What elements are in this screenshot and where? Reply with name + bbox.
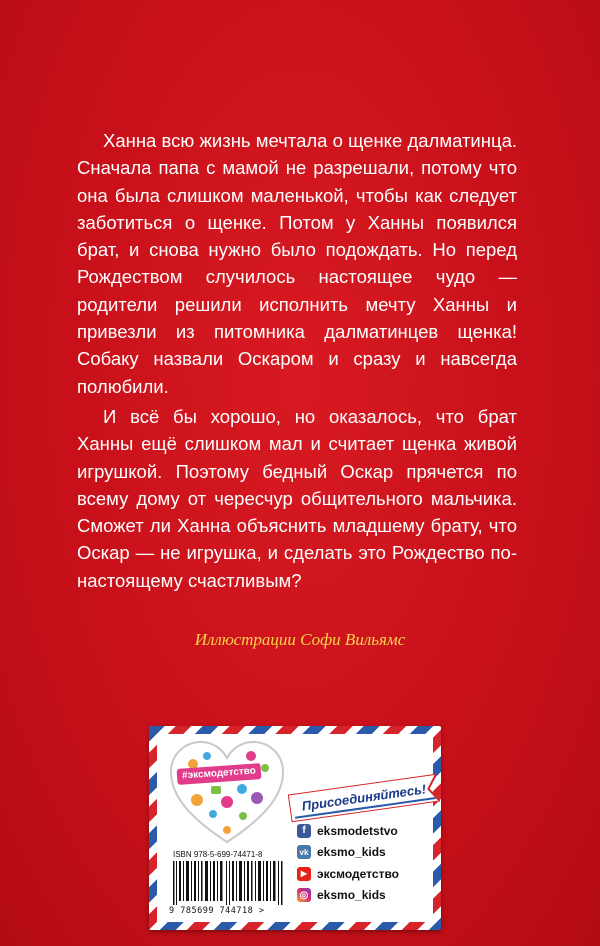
instagram-icon: ◎ xyxy=(297,888,311,902)
social-label: эксмодетство xyxy=(317,866,399,881)
social-label: eksmo_kids xyxy=(317,845,386,860)
social-item-vk[interactable] xyxy=(297,842,431,864)
vk-icon: vk xyxy=(297,845,311,859)
card-body xyxy=(157,734,433,922)
join-label: Присоединяйтесь! xyxy=(300,781,428,814)
youtube-icon: ▶ xyxy=(297,867,311,881)
social-label: eksmodetstvo xyxy=(317,823,398,838)
barcode xyxy=(173,861,285,905)
facebook-icon: f xyxy=(297,824,311,838)
heart-icon xyxy=(167,738,287,848)
social-item-instagram[interactable] xyxy=(297,885,431,907)
blurb-text xyxy=(77,127,517,597)
isbn-text: ISBN 978-5-699-74471-8 xyxy=(173,850,263,859)
social-label: eksmo_kids xyxy=(317,888,386,903)
social-links xyxy=(297,820,431,906)
heart-emblem xyxy=(167,738,287,848)
hashtag-label: #эксмодетство xyxy=(177,763,262,785)
blurb-paragraph-1: Ханна всю жизнь мечтала о щенке далматинца. Сначала папа с мамой не разрешали, потому что она была слишком маленькой, чтобы как следует заботиться о щенке. Потом у Ханны появился брат, и снова нужно было подождать. Но перед Рождеством случилось настоящее чудо — родители решили исполнить мечту Ханны и привезли из питомника далматинцев щенка! Собаку назвали Оскаром и сразу и навсегда полюбили. xyxy=(77,130,517,397)
airmail-card xyxy=(149,726,441,930)
social-item-facebook[interactable] xyxy=(297,820,431,842)
blurb-paragraph-2: И всё бы хорошо, но оказалось, что брат Ханны ещё слишком мал и считает щенка живой игрушкой. Поэтому бедный Оскар прячется по всему дому от чересчур общительного мальчика. Сможет ли Ханна объяснить младшему брату, что Оскар — не игрушка, и сделать это Рождество по-настоящему счастливым? xyxy=(77,405,517,591)
illustrator-credit: Иллюстрации Софи Вильямс xyxy=(194,630,406,649)
social-item-youtube[interactable] xyxy=(297,863,431,885)
barcode-digits: 9 785699 744718 > xyxy=(169,906,265,916)
